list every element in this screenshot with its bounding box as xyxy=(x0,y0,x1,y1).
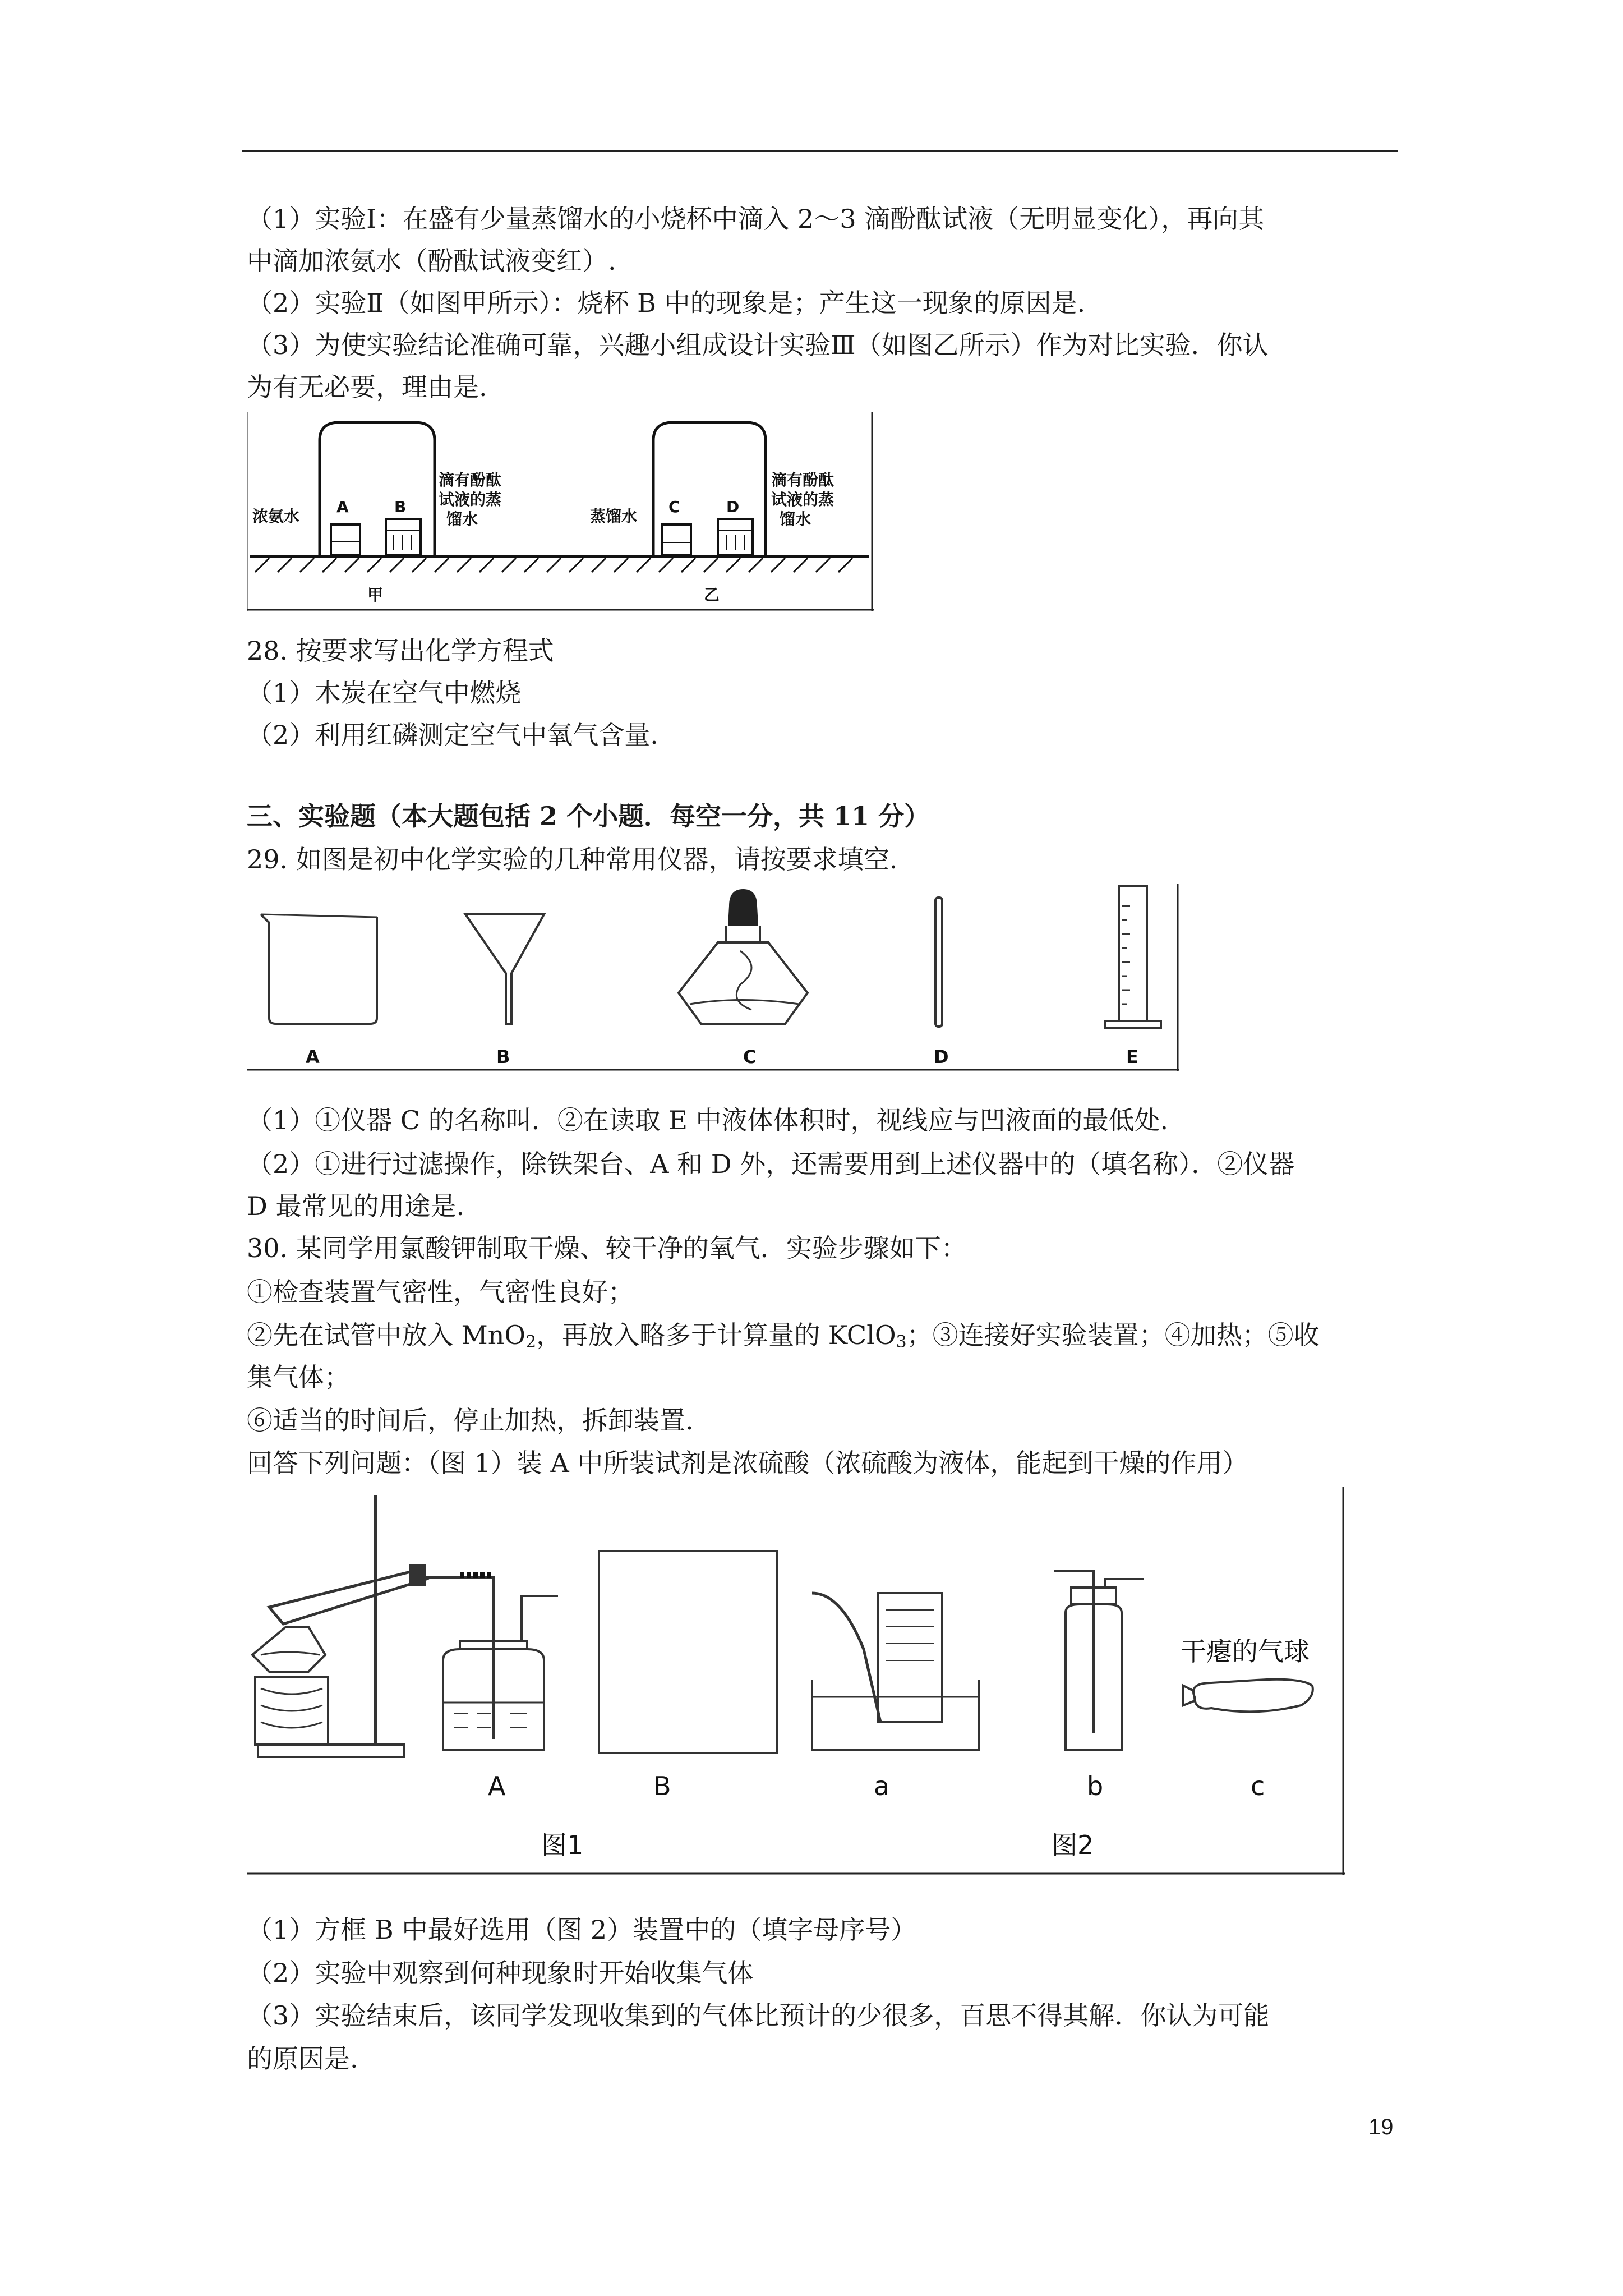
figure-instruments xyxy=(247,884,1181,1074)
q29-line2b: D 最常见的用途是. xyxy=(247,1191,465,1221)
label-apparatus-a: A xyxy=(488,1771,506,1801)
q30-step3: ⑥适当的时间后，停止加热，拆卸装置. xyxy=(247,1405,694,1435)
section3-heading: 三、实验题（本大题包括 2 个小题．每空一分，共 11 分） xyxy=(247,801,930,831)
figure-oxygen-apparatus xyxy=(247,1487,1346,1876)
q30-step2b: 集气体； xyxy=(247,1362,350,1392)
label-apparatus-b: B xyxy=(653,1771,671,1801)
q28-line1: （1）木炭在空气中燃烧 xyxy=(247,678,522,708)
label-apparatus-lower-c: c xyxy=(1251,1771,1265,1801)
label-beaker-a: A xyxy=(336,498,349,516)
label-drip-line3: 馏水 xyxy=(446,510,478,528)
q27-line1a: （1）实验Ⅰ：在盛有少量蒸馏水的小烧杯中滴入 2～3 滴酚酞试液（无明显变化），再向其 xyxy=(247,204,1265,234)
label-conc-ammonia: 浓氨水 xyxy=(252,507,300,526)
label-apparatus-lower-a: a xyxy=(874,1771,890,1801)
q27-line2: （2）实验Ⅱ（如图甲所示）：烧杯 B 中的现象是；产生这一现象的原因是. xyxy=(247,288,1086,318)
q30-question1: （1）方框 B 中最好选用（图 2）装置中的（填字母序号） xyxy=(247,1915,917,1945)
instruments-diagram xyxy=(247,884,1181,1074)
figure-ammonia-diffusion xyxy=(247,412,875,611)
q30-step1: ①检查装置气密性，气密性良好； xyxy=(247,1277,634,1307)
oxygen-apparatus-diagram xyxy=(247,1487,1346,1876)
label-distilled-water: 蒸馏水 xyxy=(590,507,638,526)
label-drip-line1: 滴有酚酞 xyxy=(439,471,502,489)
label-beaker-d: D xyxy=(726,498,740,516)
label-apparatus-lower-b: b xyxy=(1087,1771,1104,1801)
label-figure-2: 图2 xyxy=(1052,1830,1094,1860)
q27-line3b: 为有无必要，理由是. xyxy=(247,372,487,402)
q29-line1: （1）①仪器 C 的名称叫．②在读取 E 中液体体积时，视线应与凹液面的最低处. xyxy=(247,1105,1169,1135)
instrument-label-b: B xyxy=(496,1046,510,1068)
label-drip-line2-yi: 试液的蒸 xyxy=(771,490,834,509)
q30-intro: 回答下列问题：（图 1）装 A 中所装试剂是浓硫酸（浓硫酸为液体，能起到干燥的作用） xyxy=(247,1448,1248,1478)
q27-line3a: （3）为使实验结论准确可靠，兴趣小组成设计实验Ⅲ（如图乙所示）作为对比实验．你认 xyxy=(247,330,1269,360)
ammonia-diffusion-diagram xyxy=(247,412,875,611)
page-number: 19 xyxy=(1368,2115,1394,2139)
q30-question3a: （3）实验结束后，该同学发现收集到的气体比预计的少很多，百思不得其解．你认为可能 xyxy=(247,2000,1270,2031)
label-jia: 甲 xyxy=(367,586,384,604)
label-deflated-balloon: 干瘪的气球 xyxy=(1181,1636,1310,1667)
q30-question3b: 的原因是. xyxy=(247,2044,358,2074)
label-drip-line3-yi: 馏水 xyxy=(780,510,811,528)
label-drip-line1-yi: 滴有酚酞 xyxy=(771,471,834,489)
q29-line2a: （2）①进行过滤操作，除铁架台、A 和 D 外，还需要用到上述仪器中的（填名称）．②仪器 xyxy=(247,1149,1295,1179)
label-yi: 乙 xyxy=(704,586,720,604)
q30-step2a: ②先在试管中放入 MnO$_2$，再放入略多于计算量的 KClO$_3$；③连接好实验装置；④加热；⑤收 xyxy=(247,1320,1320,1352)
q28-line2: （2）利用红磷测定空气中氧气含量. xyxy=(247,720,658,750)
instrument-label-d: D xyxy=(934,1046,949,1068)
instrument-label-a: A xyxy=(306,1046,320,1068)
q30-question2: （2）实验中观察到何种现象时开始收集气体 xyxy=(247,1958,754,1988)
header-rule xyxy=(242,150,1398,152)
label-figure-1: 图1 xyxy=(541,1830,584,1860)
instrument-label-c: C xyxy=(743,1046,757,1068)
label-drip-line2: 试液的蒸 xyxy=(439,490,502,509)
q28-title: 28. 按要求写出化学方程式 xyxy=(247,636,554,666)
q27-line1b: 中滴加浓氨水（酚酞试液变红）. xyxy=(247,246,616,276)
label-beaker-c: C xyxy=(668,498,680,516)
q29-title: 29. 如图是初中化学实验的几种常用仪器，请按要求填空. xyxy=(247,844,898,875)
instrument-label-e: E xyxy=(1126,1046,1138,1068)
label-beaker-b: B xyxy=(394,498,407,516)
q30-title: 30. 某同学用氯酸钾制取干燥、较干净的氧气．实验步骤如下： xyxy=(247,1233,967,1263)
